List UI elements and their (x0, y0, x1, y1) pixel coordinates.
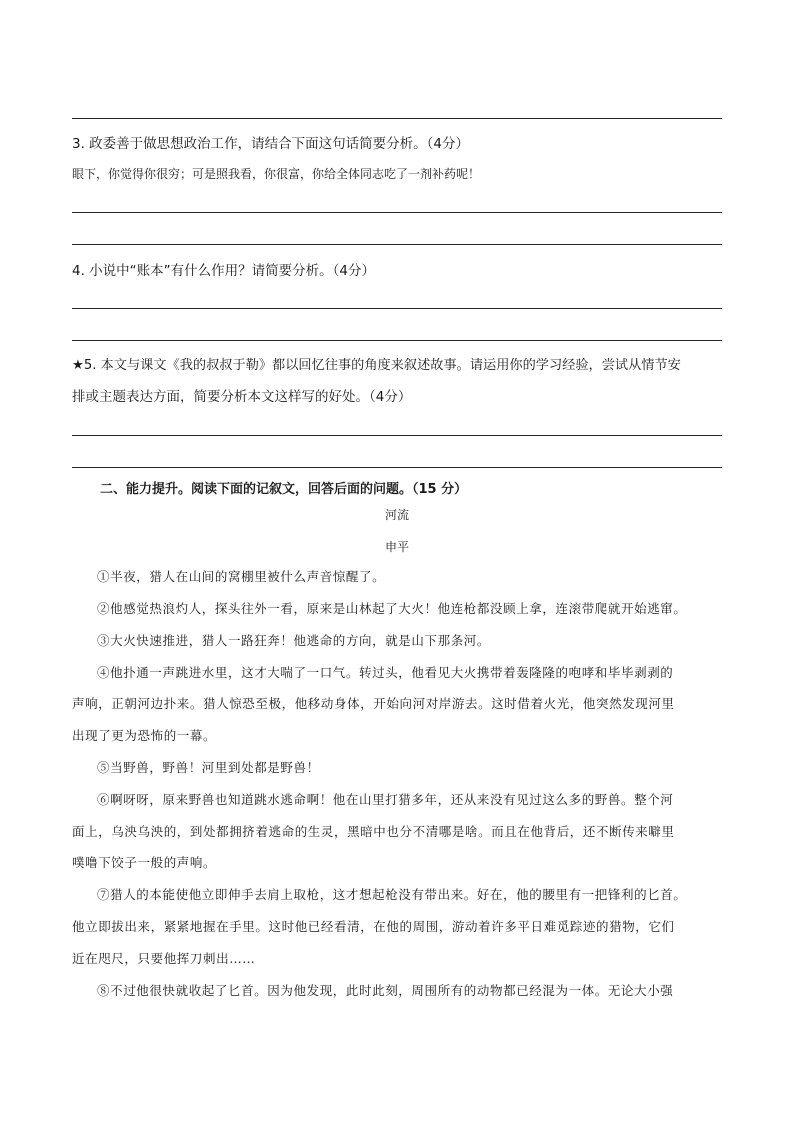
answer-line (72, 308, 722, 309)
passage-line: 声响，正朝河边扑来。猎人惊恐至极，他移动身体，开始向河对岸游去。这时借着火光，他突然发现河里 (72, 696, 675, 711)
answer-line (72, 340, 722, 341)
question-5-line-1: ★5. 本文与课文《我的叔叔于勒》都以回忆往事的角度来叙述故事。请运用你的学习经验，尝试从情节安 (72, 358, 681, 373)
answer-line (72, 435, 722, 436)
passage-line: 噗噜下饺子一般的声响。 (72, 855, 217, 870)
passage-author: 申平 (384, 540, 409, 554)
passage-line: ①半夜，猎人在山间的窝棚里被什么声音惊醒了。 (97, 569, 386, 584)
passage-line: ⑦猎人的本能使他立即伸手去肩上取枪，这才想起枪没有带出来。好在，他的腰里有一把锋利的匕首。 (97, 887, 687, 902)
answer-line (72, 244, 722, 245)
passage-line: 出现了更为恐怖的一幕。 (72, 728, 217, 743)
passage-line: 他立即拔出来，紧紧地握在手里。这时他已经看清，在他的周围，游动着许多平日难觅踪迹的猎物，它们 (72, 919, 675, 934)
question-3-quote: 眼下，你觉得你很穷；可是照我看，你很富，你给全体同志吃了一剂补药呢！ (72, 167, 481, 181)
passage-line: ②他感觉热浪灼人，探头往外一看，原来是山林起了大火！他连枪都没顾上拿，连滚带爬就开始逃窜。 (97, 601, 687, 616)
answer-line (72, 212, 722, 213)
question-3-prompt: 3. 政委善于做思想政治工作，请结合下面这句话简要分析。（4分） (72, 136, 470, 152)
question-4-prompt: 4. 小说中“账本”有什么作用？请简要分析。（4分） (72, 263, 375, 279)
passage-line: ⑥啊呀呀，原来野兽也知道跳水逃命啊！他在山里打猎多年，还从来没有见过这么多的野兽。整个河 (97, 792, 674, 807)
passage-line: ③大火快速推进，猎人一路狂奔！他逃命的方向，就是山下那条河。 (97, 633, 491, 648)
passage-title: 河流 (384, 508, 409, 522)
passage-line: 近在咫尺，只要他挥刀刺出…… (72, 951, 256, 966)
answer-line (72, 467, 722, 468)
section-heading: 二、能力提升。阅读下面的记叙文，回答后面的问题。（15 分） (100, 482, 468, 497)
passage-line: ④他扑通一声跳进水里，这才大喘了一口气。转过头，他看见大火携带着轰隆隆的咆哮和毕毕剥剥的 (97, 665, 674, 680)
passage-line: ⑤当野兽，野兽！河里到处都是野兽！ (97, 760, 320, 775)
question-5-line-2: 排或主题表达方面，简要分析本文这样写的好处。（4分） (72, 389, 412, 405)
answer-line (72, 118, 722, 119)
passage-line: 面上，乌泱乌泱的，到处都拥挤着逃命的生灵，黑暗中也分不清哪是啥。而且在他背后，还不断传来噼里 (72, 824, 675, 839)
passage-line: ⑧不过他很快就收起了匕首。因为他发现，此时此刻，周围所有的动物都已经混为一体。无论大小强 (97, 983, 674, 998)
